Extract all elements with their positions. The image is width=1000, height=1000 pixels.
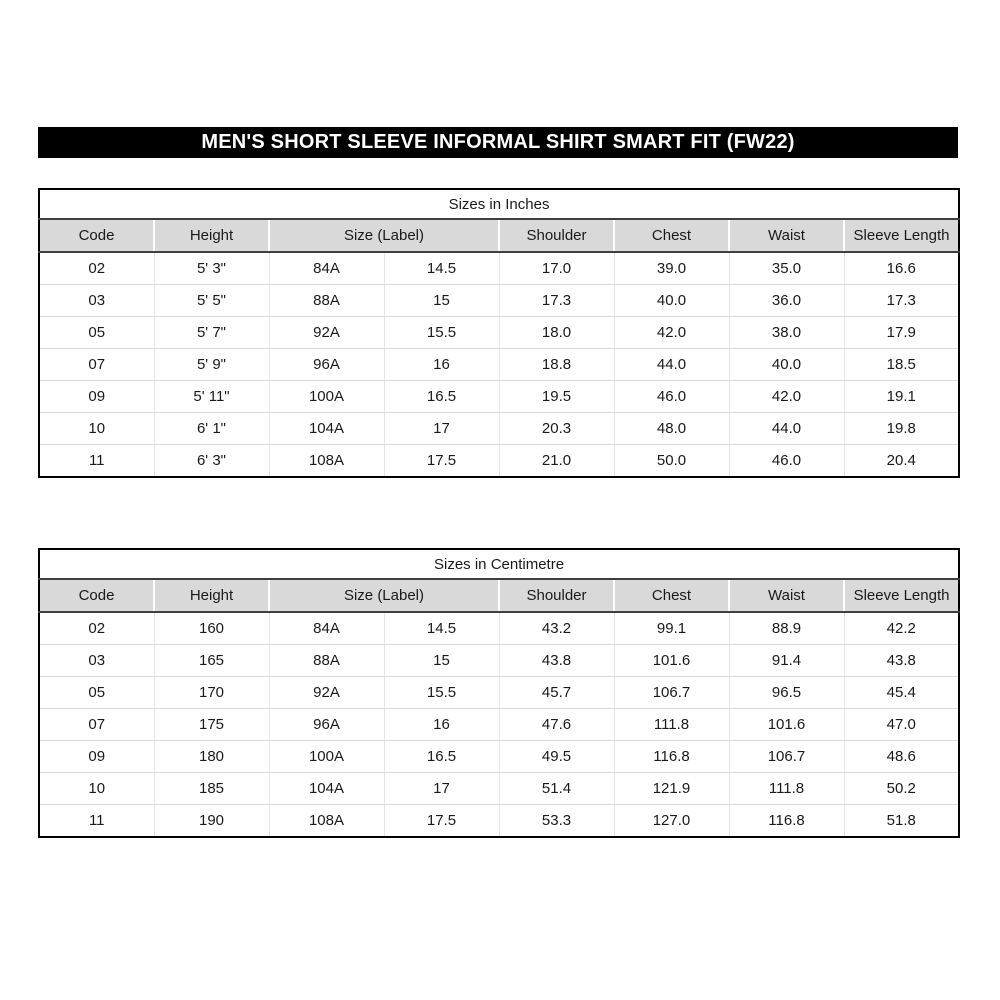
table-cell: 42.0 <box>614 317 729 349</box>
table-cell: 17.0 <box>499 252 614 285</box>
table-cell: 02 <box>39 612 154 645</box>
table-cell: 43.8 <box>844 645 959 677</box>
table-cell: 05 <box>39 677 154 709</box>
column-header: Sleeve Length <box>844 579 959 612</box>
table-cell: 02 <box>39 252 154 285</box>
column-header: Size (Label) <box>269 579 499 612</box>
table-cell: 16.5 <box>384 741 499 773</box>
table-cell: 106.7 <box>614 677 729 709</box>
table-cell: 170 <box>154 677 269 709</box>
table-row <box>39 252 959 285</box>
table-cell: 88A <box>269 285 384 317</box>
table-cell: 92A <box>269 677 384 709</box>
table-cell: 6' 1" <box>154 413 269 445</box>
page-title: MEN'S SHORT SLEEVE INFORMAL SHIRT SMART FIT (FW22) <box>38 127 958 158</box>
table-cell: 92A <box>269 317 384 349</box>
column-header: Waist <box>729 579 844 612</box>
table-cell: 100A <box>269 381 384 413</box>
table-cell: 46.0 <box>614 381 729 413</box>
table-cell: 88.9 <box>729 612 844 645</box>
table-cell: 45.4 <box>844 677 959 709</box>
table-cell: 16.5 <box>384 381 499 413</box>
table-row <box>39 285 959 317</box>
table-header-row <box>39 579 959 612</box>
column-header: Waist <box>729 219 844 252</box>
table-row <box>39 349 959 381</box>
table-cell: 42.0 <box>729 381 844 413</box>
table-cell: 111.8 <box>729 773 844 805</box>
table-cell: 18.5 <box>844 349 959 381</box>
table-cell: 108A <box>269 445 384 478</box>
table-cell: 17.5 <box>384 445 499 478</box>
table-cell: 17.5 <box>384 805 499 838</box>
column-header: Chest <box>614 219 729 252</box>
table-cell: 91.4 <box>729 645 844 677</box>
table-cell: 47.6 <box>499 709 614 741</box>
column-header: Size (Label) <box>269 219 499 252</box>
table-cell: 127.0 <box>614 805 729 838</box>
table-cell: 96A <box>269 709 384 741</box>
table-cell: 5' 5" <box>154 285 269 317</box>
table-cell: 11 <box>39 805 154 838</box>
table-cell: 03 <box>39 645 154 677</box>
table-cell: 44.0 <box>729 413 844 445</box>
table-cell: 50.2 <box>844 773 959 805</box>
table-cell: 14.5 <box>384 252 499 285</box>
table-cell: 19.5 <box>499 381 614 413</box>
table-cell: 07 <box>39 709 154 741</box>
column-header: Height <box>154 219 269 252</box>
table-cell: 10 <box>39 773 154 805</box>
table-cell: 53.3 <box>499 805 614 838</box>
table-cell: 101.6 <box>614 645 729 677</box>
table-cell: 20.3 <box>499 413 614 445</box>
table-cell: 09 <box>39 381 154 413</box>
table-cell: 88A <box>269 645 384 677</box>
table-cell: 5' 9" <box>154 349 269 381</box>
table-cell: 18.0 <box>499 317 614 349</box>
column-header: Shoulder <box>499 219 614 252</box>
table-caption: Sizes in Inches <box>39 189 959 219</box>
table-cell: 121.9 <box>614 773 729 805</box>
table-cell: 40.0 <box>729 349 844 381</box>
table-cell: 111.8 <box>614 709 729 741</box>
table-cell: 17 <box>384 773 499 805</box>
column-header: Height <box>154 579 269 612</box>
table-cell: 21.0 <box>499 445 614 478</box>
table-cell: 42.2 <box>844 612 959 645</box>
table-cell: 19.8 <box>844 413 959 445</box>
table-row <box>39 645 959 677</box>
table-row <box>39 805 959 838</box>
column-header: Code <box>39 219 154 252</box>
table-cell: 5' 3" <box>154 252 269 285</box>
table-cell: 165 <box>154 645 269 677</box>
table-cell: 48.0 <box>614 413 729 445</box>
table-cell: 11 <box>39 445 154 478</box>
table-cell: 43.8 <box>499 645 614 677</box>
table-cell: 104A <box>269 773 384 805</box>
table-cell: 47.0 <box>844 709 959 741</box>
table-cell: 100A <box>269 741 384 773</box>
table-header-row <box>39 219 959 252</box>
table-row <box>39 612 959 645</box>
table-row <box>39 381 959 413</box>
table-cell: 84A <box>269 252 384 285</box>
table-caption: Sizes in Centimetre <box>39 549 959 579</box>
table-cell: 07 <box>39 349 154 381</box>
table-cell: 5' 7" <box>154 317 269 349</box>
column-header: Chest <box>614 579 729 612</box>
table-cell: 48.6 <box>844 741 959 773</box>
table-cell: 19.1 <box>844 381 959 413</box>
table-cell: 15.5 <box>384 317 499 349</box>
table-cell: 03 <box>39 285 154 317</box>
table-cell: 104A <box>269 413 384 445</box>
table-cell: 16 <box>384 709 499 741</box>
table-cell: 180 <box>154 741 269 773</box>
table-cell: 46.0 <box>729 445 844 478</box>
table-cell: 44.0 <box>614 349 729 381</box>
table-cell: 16 <box>384 349 499 381</box>
table-cell: 40.0 <box>614 285 729 317</box>
table-cell: 39.0 <box>614 252 729 285</box>
table-cell: 160 <box>154 612 269 645</box>
table-cell: 6' 3" <box>154 445 269 478</box>
table-row <box>39 773 959 805</box>
table-cell: 99.1 <box>614 612 729 645</box>
table-cell: 49.5 <box>499 741 614 773</box>
table-cell: 36.0 <box>729 285 844 317</box>
table-cell: 17 <box>384 413 499 445</box>
table-cell: 35.0 <box>729 252 844 285</box>
table-cell: 84A <box>269 612 384 645</box>
column-header: Shoulder <box>499 579 614 612</box>
table-cell: 106.7 <box>729 741 844 773</box>
table-cell: 14.5 <box>384 612 499 645</box>
column-header: Code <box>39 579 154 612</box>
table-cell: 18.8 <box>499 349 614 381</box>
table-cell: 16.6 <box>844 252 959 285</box>
table-cell: 116.8 <box>614 741 729 773</box>
table-cell: 45.7 <box>499 677 614 709</box>
table-cell: 175 <box>154 709 269 741</box>
table-cell: 51.4 <box>499 773 614 805</box>
table-cell: 116.8 <box>729 805 844 838</box>
table-cell: 10 <box>39 413 154 445</box>
table-cell: 17.3 <box>499 285 614 317</box>
table-cell: 17.9 <box>844 317 959 349</box>
table-row <box>39 741 959 773</box>
table-row <box>39 445 959 478</box>
table-cell: 05 <box>39 317 154 349</box>
table-cell: 190 <box>154 805 269 838</box>
table-cell: 101.6 <box>729 709 844 741</box>
table-cell: 50.0 <box>614 445 729 478</box>
table-cell: 38.0 <box>729 317 844 349</box>
table-cell: 15.5 <box>384 677 499 709</box>
table-caption-row <box>39 189 959 219</box>
table-row <box>39 677 959 709</box>
sizes-in-centimetre-table <box>38 548 960 838</box>
table-row <box>39 709 959 741</box>
table-row <box>39 317 959 349</box>
table-cell: 96.5 <box>729 677 844 709</box>
table-caption-row <box>39 549 959 579</box>
sizes-in-inches-table <box>38 188 960 478</box>
table-cell: 15 <box>384 645 499 677</box>
table-cell: 17.3 <box>844 285 959 317</box>
column-header: Sleeve Length <box>844 219 959 252</box>
table-cell: 185 <box>154 773 269 805</box>
table-row <box>39 413 959 445</box>
table-cell: 09 <box>39 741 154 773</box>
table-cell: 15 <box>384 285 499 317</box>
table-cell: 43.2 <box>499 612 614 645</box>
table-cell: 108A <box>269 805 384 838</box>
table-cell: 5' 11" <box>154 381 269 413</box>
table-cell: 20.4 <box>844 445 959 478</box>
table-cell: 96A <box>269 349 384 381</box>
table-cell: 51.8 <box>844 805 959 838</box>
